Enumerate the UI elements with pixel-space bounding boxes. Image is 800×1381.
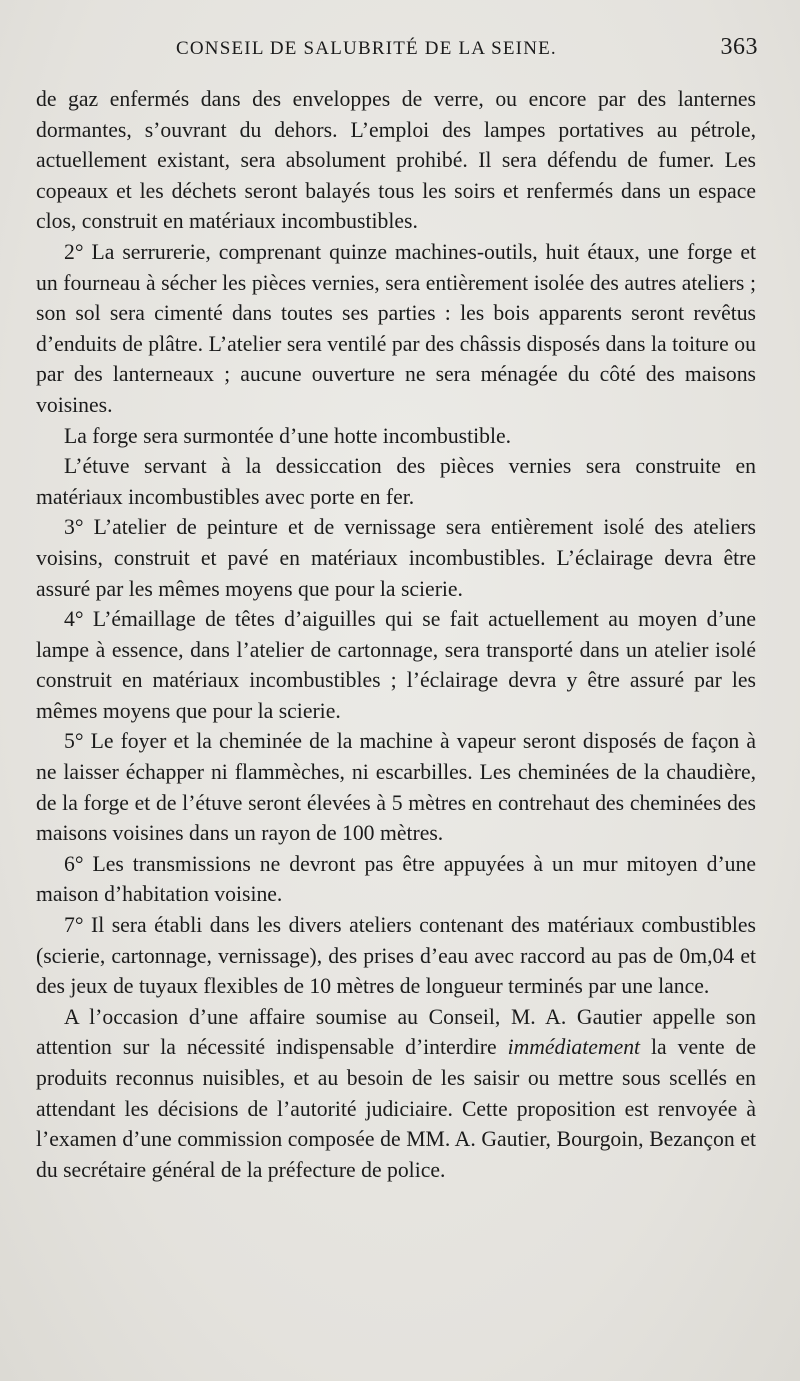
paragraph-gautier-proposition bbox=[36, 1002, 756, 1186]
paragraph-item-7-prises-eau: 7° Il sera établi dans les divers ateliers contenant des matériaux combustibles (scierie, cartonnage, vernissage), des prises d’eau avec raccord au pas de 0m,04 et des jeux de tuyaux flexibles de 10 mètres de longueur terminés par une lance. bbox=[36, 913, 756, 999]
running-head bbox=[36, 34, 758, 84]
paragraph-item-3-peinture: 3° L’atelier de peinture et de vernissage sera entièrement isolé des ateliers voisins, construit et pavé en matériaux incombustibles. L’éclairage devra être assuré par les mêmes moyens que pour la scierie. bbox=[36, 515, 756, 601]
paragraph-forge-hotte: La forge sera surmontée d’une hotte incombustible. bbox=[64, 423, 512, 448]
paragraph-item-4-emaillage: 4° L’émaillage de têtes d’aiguilles qui se fait actuellement au moyen d’une lampe à essence, dans l’atelier de cartonnage, sera transporté dans un atelier isolé construit en matériaux incombustibles ; l’éclairage devra y être assuré par les mêmes moyens que pour la scierie. bbox=[36, 607, 756, 723]
body-text bbox=[36, 84, 756, 1185]
emphasis-immediatement: immédiatement bbox=[507, 1035, 641, 1060]
paragraph-item-5-cheminees: 5° Le foyer et la cheminée de la machine à vapeur seront disposés de façon à ne laisser échapper ni flammèches, ni escarbilles. Les cheminées de la chaudière, de la forge et de l’étuve seront élevées à 5 mètres en contrehaut des cheminées des maisons voisines dans un rayon de 100 mètres. bbox=[36, 729, 756, 846]
paragraph-gautier-part-1: A l’occasion d’une affaire soumise au Conseil, M. A. Gautier appelle son attention sur la nécessité indispensable d’interdire bbox=[36, 1004, 756, 1060]
paragraph-item-2-serrurerie: 2° La serrurerie, comprenant quinze machines-outils, huit étaux, une forge et un fourneau à sécher les pièces vernies, sera entièrement isolée des autres ateliers ; son sol sera cimenté dans toutes ses parties : les bois apparents seront revêtus d’enduits de plâtre. L’atelier sera ventilé par des châssis disposés dans la toiture ou par des lanterneaux ; aucune ouverture ne sera ménagée du côté des maisons voisines. bbox=[36, 239, 756, 417]
paragraph-item-6-transmissions: 6° Les transmissions ne devront pas être appuyées à un mur mitoyen d’une maison d’habitation voisine. bbox=[36, 851, 756, 907]
paragraph-etuve: L’étuve servant à la dessiccation des pièces vernies sera construite en matériaux incombustibles avec porte en fer. bbox=[36, 454, 756, 509]
paragraph-gautier-part-2: la vente de produits reconnus nuisibles, et au besoin de les saisir ou mettre sous scellés en attendant les décisions de l’autorité judiciaire. Cette proposition est renvoyée à l’examen d’une commission composée de MM. A. Gautier, Bourgoin, Bezançon et du secrétaire général de la préfecture de police. bbox=[36, 1035, 756, 1182]
page-number: 363 bbox=[720, 34, 758, 60]
running-title: CONSEIL DE SALUBRITÉ DE LA SEINE. bbox=[176, 38, 557, 59]
paragraph-continuation: de gaz enfermés dans des enveloppes de verre, ou encore par des lanternes dormantes, s’ouvrant du dehors. L’emploi des lampes portatives au pétrole, actuellement existant, sera absolument prohibé. Il sera défendu de fumer. Les copeaux et les déchets seront balayés tous les soirs et renfermés dans un espace clos, construit en matériaux incombustibles. bbox=[36, 87, 756, 234]
